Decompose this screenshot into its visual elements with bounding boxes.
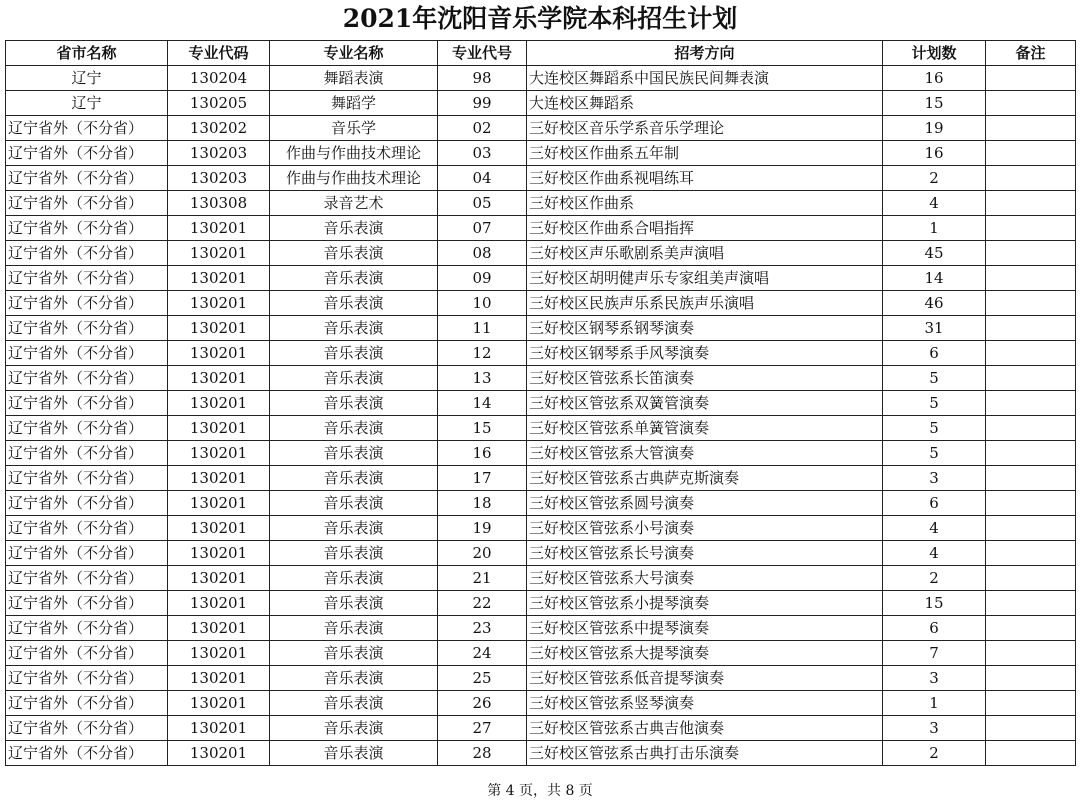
cell-major-name: 音乐表演 — [270, 541, 438, 566]
cell-major-number: 98 — [438, 66, 527, 91]
cell-major-name: 音乐表演 — [270, 491, 438, 516]
cell-province: 辽宁省外（不分省） — [6, 266, 168, 291]
table-row — [6, 691, 1076, 716]
cell-major-code: 130202 — [168, 116, 270, 141]
table-row — [6, 116, 1076, 141]
cell-major-name: 音乐表演 — [270, 666, 438, 691]
cell-major-code: 130201 — [168, 741, 270, 766]
cell-plan-count: 15 — [883, 91, 986, 116]
cell-major-code: 130201 — [168, 216, 270, 241]
cell-major-code: 130203 — [168, 166, 270, 191]
cell-province: 辽宁省外（不分省） — [6, 191, 168, 216]
cell-province: 辽宁省外（不分省） — [6, 641, 168, 666]
table-row — [6, 341, 1076, 366]
cell-exam-direction: 三好校区管弦系古典萨克斯演奏 — [527, 466, 883, 491]
cell-remarks — [986, 666, 1076, 691]
cell-remarks — [986, 391, 1076, 416]
cell-exam-direction: 三好校区作曲系五年制 — [527, 141, 883, 166]
cell-exam-direction: 三好校区管弦系单簧管演奏 — [527, 416, 883, 441]
cell-major-code: 130201 — [168, 566, 270, 591]
cell-major-number: 05 — [438, 191, 527, 216]
table-row — [6, 466, 1076, 491]
cell-exam-direction: 三好校区声乐歌剧系美声演唱 — [527, 241, 883, 266]
cell-plan-count: 6 — [883, 616, 986, 641]
cell-plan-count: 4 — [883, 516, 986, 541]
cell-plan-count: 31 — [883, 316, 986, 341]
cell-province: 辽宁省外（不分省） — [6, 491, 168, 516]
cell-province: 辽宁省外（不分省） — [6, 416, 168, 441]
cell-province: 辽宁省外（不分省） — [6, 141, 168, 166]
cell-exam-direction: 三好校区管弦系长笛演奏 — [527, 366, 883, 391]
header-plan-count: 计划数 — [883, 41, 986, 66]
table-header-row — [6, 41, 1076, 66]
cell-major-number: 13 — [438, 366, 527, 391]
table-row — [6, 91, 1076, 116]
cell-province: 辽宁 — [6, 66, 168, 91]
cell-remarks — [986, 191, 1076, 216]
header-remarks: 备注 — [986, 41, 1076, 66]
cell-major-name: 音乐表演 — [270, 466, 438, 491]
cell-major-code: 130201 — [168, 666, 270, 691]
cell-major-name: 音乐表演 — [270, 441, 438, 466]
cell-plan-count: 7 — [883, 641, 986, 666]
cell-exam-direction: 三好校区管弦系古典吉他演奏 — [527, 716, 883, 741]
cell-exam-direction: 三好校区钢琴系钢琴演奏 — [527, 316, 883, 341]
cell-remarks — [986, 616, 1076, 641]
cell-remarks — [986, 466, 1076, 491]
cell-major-code: 130203 — [168, 141, 270, 166]
table-row — [6, 491, 1076, 516]
cell-plan-count: 6 — [883, 341, 986, 366]
cell-exam-direction: 三好校区作曲系合唱指挥 — [527, 216, 883, 241]
cell-remarks — [986, 241, 1076, 266]
cell-remarks — [986, 91, 1076, 116]
cell-major-name: 音乐表演 — [270, 566, 438, 591]
cell-major-code: 130201 — [168, 416, 270, 441]
table-row — [6, 366, 1076, 391]
cell-major-number: 07 — [438, 216, 527, 241]
cell-province: 辽宁 — [6, 91, 168, 116]
cell-major-number: 02 — [438, 116, 527, 141]
cell-exam-direction: 三好校区管弦系低音提琴演奏 — [527, 666, 883, 691]
cell-province: 辽宁省外（不分省） — [6, 316, 168, 341]
cell-plan-count: 2 — [883, 566, 986, 591]
cell-plan-count: 4 — [883, 541, 986, 566]
table-row — [6, 716, 1076, 741]
table-row — [6, 266, 1076, 291]
cell-remarks — [986, 591, 1076, 616]
cell-remarks — [986, 491, 1076, 516]
cell-major-code: 130201 — [168, 516, 270, 541]
cell-major-code: 130201 — [168, 441, 270, 466]
cell-plan-count: 3 — [883, 666, 986, 691]
table-row — [6, 416, 1076, 441]
table-body — [6, 66, 1076, 766]
cell-plan-count: 2 — [883, 166, 986, 191]
cell-remarks — [986, 441, 1076, 466]
cell-major-number: 23 — [438, 616, 527, 641]
cell-province: 辽宁省外（不分省） — [6, 691, 168, 716]
cell-major-number: 17 — [438, 466, 527, 491]
cell-exam-direction: 三好校区管弦系长号演奏 — [527, 541, 883, 566]
cell-major-name: 音乐表演 — [270, 291, 438, 316]
cell-major-name: 音乐表演 — [270, 391, 438, 416]
cell-major-number: 27 — [438, 716, 527, 741]
cell-remarks — [986, 266, 1076, 291]
cell-major-name: 音乐表演 — [270, 241, 438, 266]
cell-plan-count: 5 — [883, 416, 986, 441]
cell-remarks — [986, 116, 1076, 141]
cell-major-number: 20 — [438, 541, 527, 566]
cell-exam-direction: 大连校区舞蹈系 — [527, 91, 883, 116]
cell-major-number: 21 — [438, 566, 527, 591]
cell-major-number: 18 — [438, 491, 527, 516]
cell-plan-count: 46 — [883, 291, 986, 316]
cell-exam-direction: 三好校区作曲系视唱练耳 — [527, 166, 883, 191]
cell-remarks — [986, 716, 1076, 741]
cell-exam-direction: 三好校区管弦系小号演奏 — [527, 516, 883, 541]
header-major-name: 专业名称 — [270, 41, 438, 66]
cell-plan-count: 15 — [883, 591, 986, 616]
cell-remarks — [986, 66, 1076, 91]
cell-province: 辽宁省外（不分省） — [6, 366, 168, 391]
cell-major-name: 音乐表演 — [270, 716, 438, 741]
cell-major-name: 舞蹈学 — [270, 91, 438, 116]
cell-major-name: 音乐表演 — [270, 616, 438, 641]
cell-major-number: 25 — [438, 666, 527, 691]
cell-major-number: 24 — [438, 641, 527, 666]
cell-major-number: 09 — [438, 266, 527, 291]
cell-province: 辽宁省外（不分省） — [6, 216, 168, 241]
cell-remarks — [986, 516, 1076, 541]
cell-province: 辽宁省外（不分省） — [6, 291, 168, 316]
page-title: 2021年沈阳音乐学院本科招生计划 — [342, 4, 738, 33]
cell-major-name: 音乐表演 — [270, 641, 438, 666]
cell-province: 辽宁省外（不分省） — [6, 166, 168, 191]
table-row — [6, 66, 1076, 91]
cell-province: 辽宁省外（不分省） — [6, 566, 168, 591]
cell-major-name: 作曲与作曲技术理论 — [270, 166, 438, 191]
cell-major-code: 130201 — [168, 366, 270, 391]
cell-province: 辽宁省外（不分省） — [6, 466, 168, 491]
cell-major-number: 14 — [438, 391, 527, 416]
cell-major-number: 08 — [438, 241, 527, 266]
cell-major-number: 26 — [438, 691, 527, 716]
cell-plan-count: 2 — [883, 741, 986, 766]
cell-major-number: 15 — [438, 416, 527, 441]
table-row — [6, 166, 1076, 191]
cell-province: 辽宁省外（不分省） — [6, 741, 168, 766]
cell-major-code: 130201 — [168, 241, 270, 266]
cell-exam-direction: 三好校区作曲系 — [527, 191, 883, 216]
cell-major-code: 130201 — [168, 716, 270, 741]
cell-plan-count: 1 — [883, 216, 986, 241]
cell-major-code: 130308 — [168, 191, 270, 216]
cell-exam-direction: 三好校区管弦系大提琴演奏 — [527, 641, 883, 666]
cell-major-code: 130205 — [168, 91, 270, 116]
cell-province: 辽宁省外（不分省） — [6, 341, 168, 366]
table-row — [6, 566, 1076, 591]
cell-major-name: 音乐表演 — [270, 216, 438, 241]
cell-major-name: 音乐学 — [270, 116, 438, 141]
cell-major-code: 130201 — [168, 291, 270, 316]
cell-major-number: 04 — [438, 166, 527, 191]
cell-major-code: 130201 — [168, 341, 270, 366]
cell-plan-count: 4 — [883, 191, 986, 216]
cell-major-name: 音乐表演 — [270, 516, 438, 541]
cell-major-name: 音乐表演 — [270, 741, 438, 766]
cell-remarks — [986, 291, 1076, 316]
cell-plan-count: 5 — [883, 366, 986, 391]
cell-province: 辽宁省外（不分省） — [6, 516, 168, 541]
cell-exam-direction: 大连校区舞蹈系中国民族民间舞表演 — [527, 66, 883, 91]
cell-exam-direction: 三好校区胡明健声乐专家组美声演唱 — [527, 266, 883, 291]
cell-major-code: 130201 — [168, 391, 270, 416]
cell-plan-count: 16 — [883, 141, 986, 166]
cell-major-name: 作曲与作曲技术理论 — [270, 141, 438, 166]
cell-major-name: 音乐表演 — [270, 591, 438, 616]
cell-plan-count: 45 — [883, 241, 986, 266]
cell-remarks — [986, 316, 1076, 341]
cell-province: 辽宁省外（不分省） — [6, 666, 168, 691]
table-row — [6, 241, 1076, 266]
table-row — [6, 666, 1076, 691]
cell-province: 辽宁省外（不分省） — [6, 716, 168, 741]
cell-exam-direction: 三好校区管弦系双簧管演奏 — [527, 391, 883, 416]
cell-major-code: 130201 — [168, 616, 270, 641]
cell-major-number: 16 — [438, 441, 527, 466]
header-exam-direction: 招考方向 — [527, 41, 883, 66]
cell-remarks — [986, 341, 1076, 366]
cell-exam-direction: 三好校区管弦系小提琴演奏 — [527, 591, 883, 616]
table-row — [6, 141, 1076, 166]
cell-province: 辽宁省外（不分省） — [6, 591, 168, 616]
cell-major-name: 音乐表演 — [270, 416, 438, 441]
table-row — [6, 216, 1076, 241]
cell-province: 辽宁省外（不分省） — [6, 441, 168, 466]
cell-major-number: 28 — [438, 741, 527, 766]
table-row — [6, 516, 1076, 541]
cell-remarks — [986, 541, 1076, 566]
cell-remarks — [986, 216, 1076, 241]
table-row — [6, 191, 1076, 216]
table-row — [6, 291, 1076, 316]
cell-major-number: 12 — [438, 341, 527, 366]
cell-major-code: 130204 — [168, 66, 270, 91]
cell-exam-direction: 三好校区音乐学系音乐学理论 — [527, 116, 883, 141]
cell-province: 辽宁省外（不分省） — [6, 616, 168, 641]
cell-province: 辽宁省外（不分省） — [6, 116, 168, 141]
cell-remarks — [986, 641, 1076, 666]
cell-exam-direction: 三好校区管弦系古典打击乐演奏 — [527, 741, 883, 766]
cell-major-name: 音乐表演 — [270, 316, 438, 341]
table-row — [6, 441, 1076, 466]
cell-province: 辽宁省外（不分省） — [6, 541, 168, 566]
cell-remarks — [986, 416, 1076, 441]
cell-plan-count: 1 — [883, 691, 986, 716]
cell-major-number: 11 — [438, 316, 527, 341]
cell-exam-direction: 三好校区管弦系圆号演奏 — [527, 491, 883, 516]
cell-major-name: 音乐表演 — [270, 266, 438, 291]
table-row — [6, 391, 1076, 416]
cell-remarks — [986, 691, 1076, 716]
cell-remarks — [986, 566, 1076, 591]
cell-exam-direction: 三好校区民族声乐系民族声乐演唱 — [527, 291, 883, 316]
cell-major-code: 130201 — [168, 641, 270, 666]
cell-major-number: 99 — [438, 91, 527, 116]
table-row — [6, 591, 1076, 616]
enrollment-plan-table — [5, 40, 1076, 766]
cell-exam-direction: 三好校区管弦系大管演奏 — [527, 441, 883, 466]
cell-major-code: 130201 — [168, 266, 270, 291]
cell-plan-count: 5 — [883, 391, 986, 416]
cell-plan-count: 3 — [883, 716, 986, 741]
cell-major-number: 19 — [438, 516, 527, 541]
table-row — [6, 316, 1076, 341]
cell-major-number: 10 — [438, 291, 527, 316]
cell-major-name: 舞蹈表演 — [270, 66, 438, 91]
cell-remarks — [986, 141, 1076, 166]
header-major-code: 专业代码 — [168, 41, 270, 66]
cell-major-name: 音乐表演 — [270, 691, 438, 716]
cell-plan-count: 14 — [883, 266, 986, 291]
cell-exam-direction: 三好校区管弦系竖琴演奏 — [527, 691, 883, 716]
cell-remarks — [986, 741, 1076, 766]
header-major-number: 专业代号 — [438, 41, 527, 66]
cell-major-name: 音乐表演 — [270, 366, 438, 391]
cell-plan-count: 6 — [883, 491, 986, 516]
cell-major-name: 音乐表演 — [270, 341, 438, 366]
cell-major-code: 130201 — [168, 466, 270, 491]
cell-major-name: 录音艺术 — [270, 191, 438, 216]
cell-province: 辽宁省外（不分省） — [6, 391, 168, 416]
table-row — [6, 616, 1076, 641]
page-footer: 第 4 页，共 8 页 — [487, 783, 593, 799]
header-province: 省市名称 — [6, 41, 168, 66]
cell-plan-count: 19 — [883, 116, 986, 141]
cell-exam-direction: 三好校区管弦系中提琴演奏 — [527, 616, 883, 641]
cell-remarks — [986, 166, 1076, 191]
cell-major-code: 130201 — [168, 491, 270, 516]
cell-major-code: 130201 — [168, 316, 270, 341]
table-row — [6, 641, 1076, 666]
cell-major-code: 130201 — [168, 591, 270, 616]
cell-major-code: 130201 — [168, 541, 270, 566]
cell-plan-count: 3 — [883, 466, 986, 491]
table-row — [6, 741, 1076, 766]
cell-major-number: 22 — [438, 591, 527, 616]
cell-major-number: 03 — [438, 141, 527, 166]
cell-exam-direction: 三好校区管弦系大号演奏 — [527, 566, 883, 591]
cell-plan-count: 5 — [883, 441, 986, 466]
cell-major-code: 130201 — [168, 691, 270, 716]
cell-exam-direction: 三好校区钢琴系手风琴演奏 — [527, 341, 883, 366]
cell-plan-count: 16 — [883, 66, 986, 91]
cell-province: 辽宁省外（不分省） — [6, 241, 168, 266]
table-row — [6, 541, 1076, 566]
cell-remarks — [986, 366, 1076, 391]
